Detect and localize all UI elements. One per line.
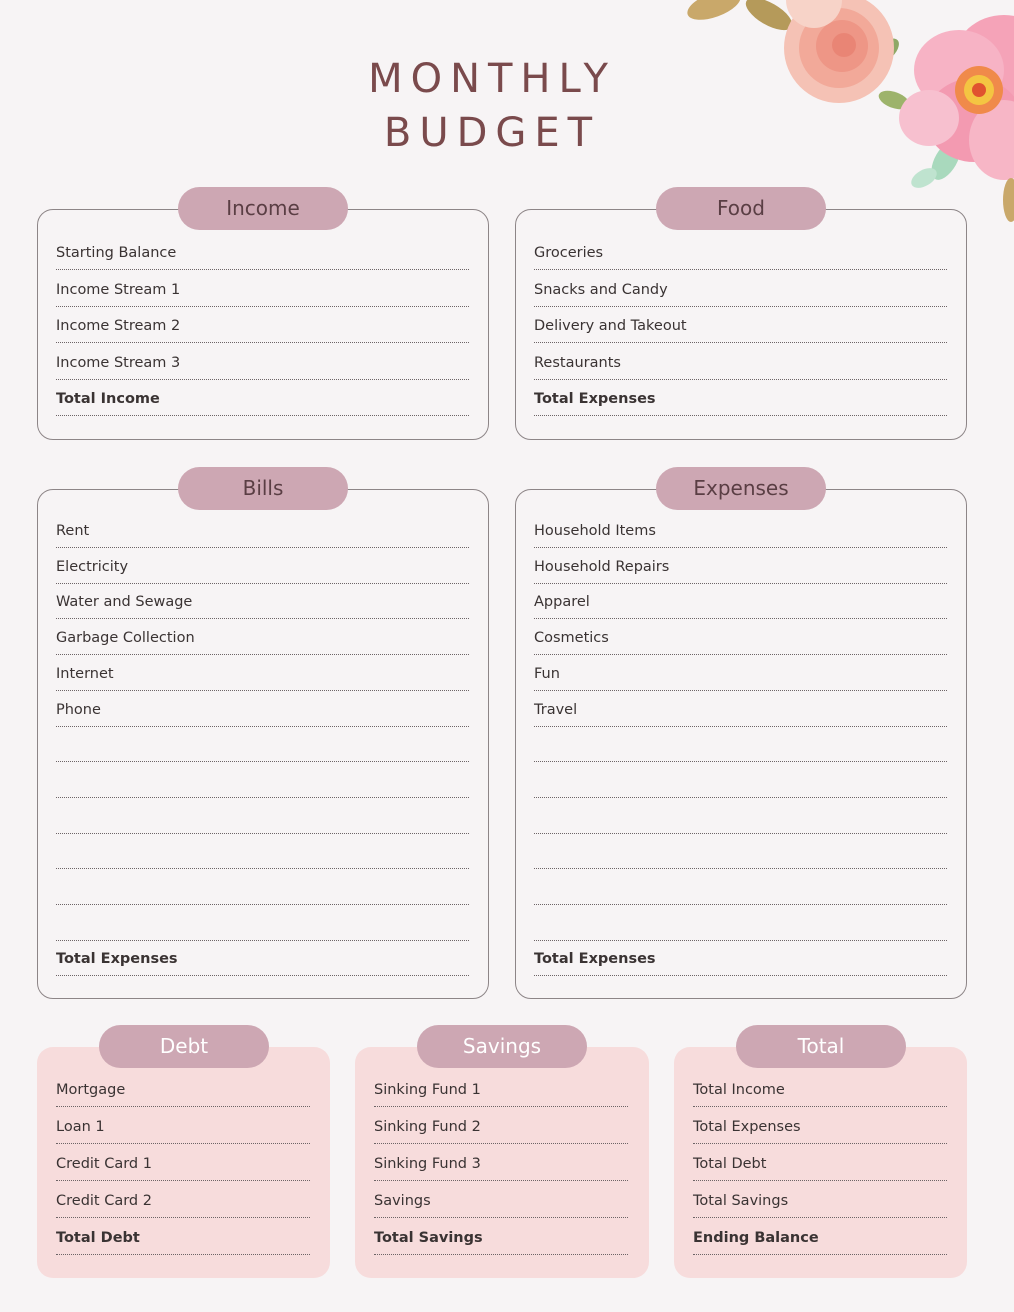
list-item[interactable]: Credit Card 2 bbox=[56, 1181, 310, 1218]
page-title-line2: BUDGET bbox=[383, 110, 601, 156]
list-item[interactable] bbox=[56, 868, 469, 905]
list-item[interactable]: Cosmetics bbox=[534, 618, 947, 655]
bills-pill: Bills bbox=[178, 467, 348, 510]
total-row[interactable]: Total Expenses bbox=[534, 379, 947, 416]
list-item[interactable]: Snacks and Candy bbox=[534, 270, 947, 307]
list-item[interactable] bbox=[56, 761, 469, 798]
list-item[interactable]: Phone bbox=[56, 690, 469, 727]
list-item[interactable] bbox=[56, 904, 469, 941]
list-item[interactable] bbox=[534, 725, 947, 762]
list-item[interactable]: Delivery and Takeout bbox=[534, 306, 947, 343]
list-item[interactable] bbox=[534, 904, 947, 941]
list-item[interactable]: Mortgage bbox=[56, 1070, 310, 1107]
list-item[interactable]: Income Stream 2 bbox=[56, 306, 469, 343]
list-item[interactable]: Total Debt bbox=[693, 1144, 947, 1181]
list-item[interactable]: Travel bbox=[534, 690, 947, 727]
total-row[interactable]: Total Expenses bbox=[56, 939, 469, 976]
list-item[interactable]: Total Savings bbox=[693, 1181, 947, 1218]
list-item[interactable] bbox=[534, 761, 947, 798]
list-item[interactable]: Garbage Collection bbox=[56, 618, 469, 655]
list-item[interactable] bbox=[534, 832, 947, 869]
list-item[interactable] bbox=[534, 868, 947, 905]
total-row[interactable]: Total Debt bbox=[56, 1218, 310, 1255]
list-item[interactable]: Income Stream 3 bbox=[56, 343, 469, 380]
list-item[interactable]: Household Repairs bbox=[534, 547, 947, 584]
list-item[interactable] bbox=[56, 797, 469, 834]
list-item[interactable]: Electricity bbox=[56, 547, 469, 584]
expenses-pill: Expenses bbox=[656, 467, 826, 510]
list-item[interactable]: Internet bbox=[56, 654, 469, 691]
page-title-line1: MONTHLY bbox=[368, 56, 616, 102]
list-item[interactable]: Total Income bbox=[693, 1070, 947, 1107]
list-item[interactable]: Starting Balance bbox=[56, 233, 469, 270]
income-pill: Income bbox=[178, 187, 348, 230]
list-item[interactable]: Restaurants bbox=[534, 343, 947, 380]
list-item[interactable] bbox=[534, 797, 947, 834]
list-item[interactable]: Total Expenses bbox=[693, 1107, 947, 1144]
list-item[interactable]: Household Items bbox=[534, 511, 947, 548]
list-item[interactable] bbox=[56, 725, 469, 762]
list-item[interactable]: Fun bbox=[534, 654, 947, 691]
list-item[interactable]: Sinking Fund 3 bbox=[374, 1144, 628, 1181]
total-row[interactable]: Total Income bbox=[56, 379, 469, 416]
list-item[interactable]: Water and Sewage bbox=[56, 582, 469, 619]
savings-pill: Savings bbox=[417, 1025, 587, 1068]
list-item[interactable]: Apparel bbox=[534, 582, 947, 619]
total-row[interactable]: Total Savings bbox=[374, 1218, 628, 1255]
list-item[interactable] bbox=[56, 832, 469, 869]
list-item[interactable]: Credit Card 1 bbox=[56, 1144, 310, 1181]
list-item[interactable]: Sinking Fund 2 bbox=[374, 1107, 628, 1144]
total-pill: Total bbox=[736, 1025, 906, 1068]
total-row[interactable]: Ending Balance bbox=[693, 1218, 947, 1255]
list-item[interactable]: Savings bbox=[374, 1181, 628, 1218]
list-item[interactable]: Groceries bbox=[534, 233, 947, 270]
debt-pill: Debt bbox=[99, 1025, 269, 1068]
total-row[interactable]: Total Expenses bbox=[534, 939, 947, 976]
food-pill: Food bbox=[656, 187, 826, 230]
list-item[interactable]: Loan 1 bbox=[56, 1107, 310, 1144]
list-item[interactable]: Income Stream 1 bbox=[56, 270, 469, 307]
list-item[interactable]: Rent bbox=[56, 511, 469, 548]
list-item[interactable]: Sinking Fund 1 bbox=[374, 1070, 628, 1107]
